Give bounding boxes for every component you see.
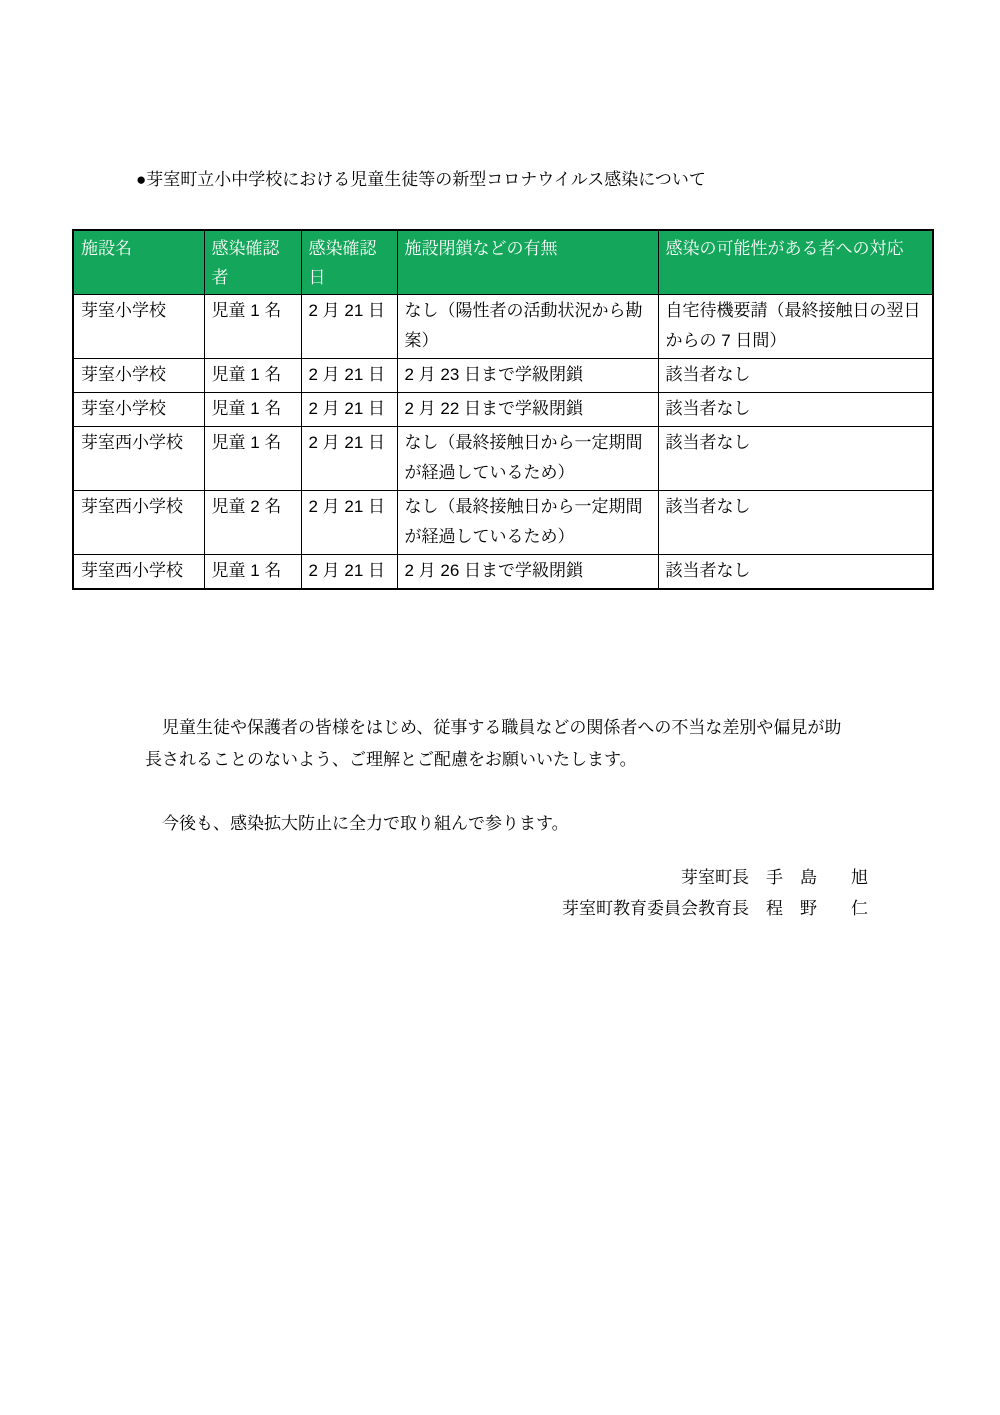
table-row [73,491,933,555]
commitment-paragraph: 今後も、感染拡大防止に全力で取り組んで参ります。 [162,814,569,833]
cell-facility: 芽室西小学校 [73,427,204,491]
cell-facility: 芽室小学校 [73,359,204,393]
discrimination-notice-paragraph: 児童生徒や保護者の皆様をはじめ、従事する職員などの関係者への不当な差別や偏見が助長されることのないよう、ご理解とご配慮をお願いいたします。 [145,718,842,769]
cell-closure: なし（陽性者の活動状況から勘案） [397,295,658,359]
cell-persons: 児童 2 名 [204,491,301,555]
header-facility-name: 施設名 [73,230,204,295]
table-row [73,393,933,427]
cell-closure: 2 月 26 日まで学級閉鎖 [397,555,658,590]
cell-persons: 児童 1 名 [204,295,301,359]
cell-closure: なし（最終接触日から一定期間が経過しているため） [397,491,658,555]
cell-date: 2 月 21 日 [301,491,397,555]
cell-closure: 2 月 22 日まで学級閉鎖 [397,393,658,427]
cell-response: 該当者なし [658,555,933,590]
cell-response: 該当者なし [658,427,933,491]
cell-response: 自宅待機要請（最終接触日の翌日からの 7 日間） [658,295,933,359]
table-row [73,295,933,359]
cell-date: 2 月 21 日 [301,555,397,590]
cell-persons: 児童 1 名 [204,555,301,590]
cell-date: 2 月 21 日 [301,393,397,427]
signature-mayor: 芽室町長 手 島 旭 [681,868,868,887]
signature-superintendent: 芽室町教育委員会教育長 程 野 仁 [562,899,868,918]
cell-response: 該当者なし [658,359,933,393]
table-row [73,555,933,590]
header-closure-status: 施設閉鎖などの有無 [397,230,658,295]
cell-persons: 児童 1 名 [204,359,301,393]
cell-closure: 2 月 23 日まで学級閉鎖 [397,359,658,393]
cell-date: 2 月 21 日 [301,427,397,491]
header-confirmed-persons: 感染確認者 [204,230,301,295]
cell-facility: 芽室西小学校 [73,555,204,590]
cell-date: 2 月 21 日 [301,359,397,393]
table-header-row [73,230,933,295]
cell-response: 該当者なし [658,491,933,555]
cell-response: 該当者なし [658,393,933,427]
cell-closure: なし（最終接触日から一定期間が経過しているため） [397,427,658,491]
table-row [73,359,933,393]
cell-facility: 芽室小学校 [73,295,204,359]
cell-persons: 児童 1 名 [204,427,301,491]
header-confirmed-date: 感染確認日 [301,230,397,295]
table-row [73,427,933,491]
infection-table [72,229,934,590]
cell-persons: 児童 1 名 [204,393,301,427]
signature-block [562,862,868,924]
cell-facility: 芽室西小学校 [73,491,204,555]
cell-date: 2 月 21 日 [301,295,397,359]
header-contact-response: 感染の可能性がある者への対応 [658,230,933,295]
cell-facility: 芽室小学校 [73,393,204,427]
document-title: ●芽室町立小中学校における児童生徒等の新型コロナウイルス感染について [136,170,706,189]
